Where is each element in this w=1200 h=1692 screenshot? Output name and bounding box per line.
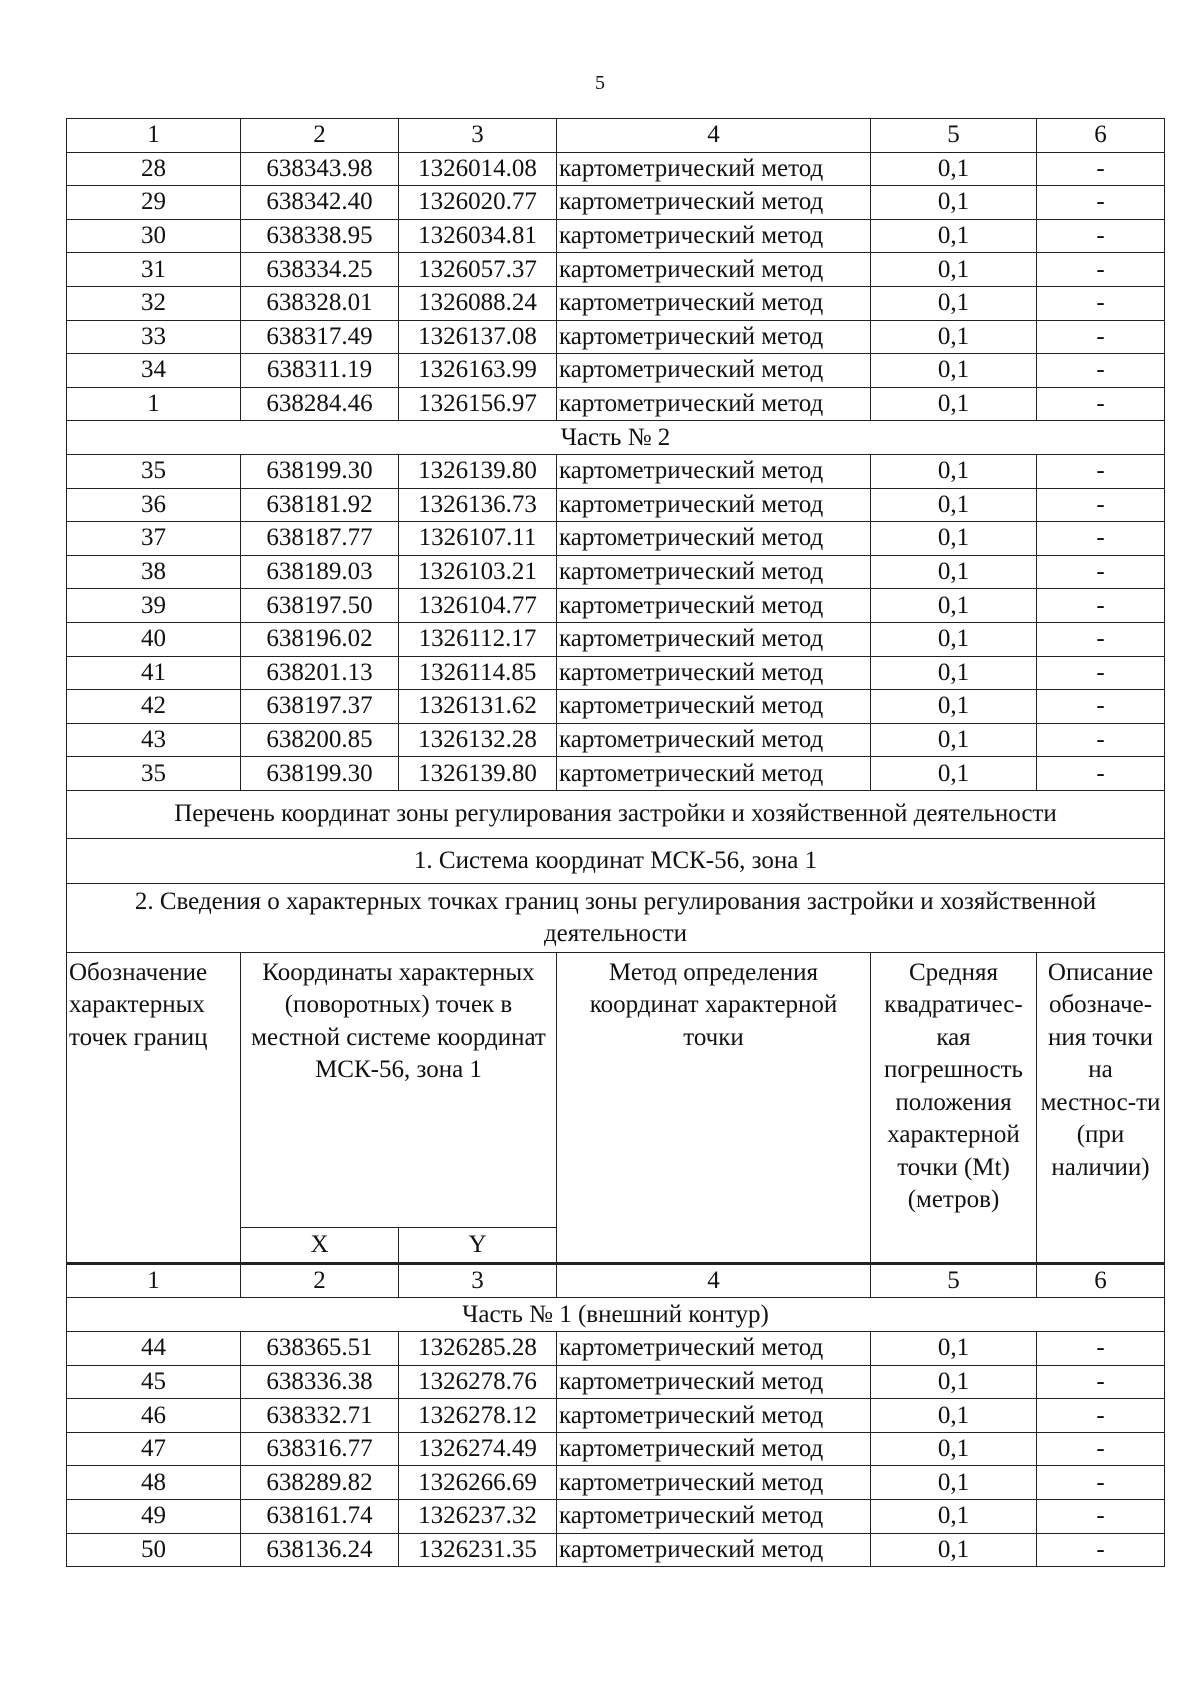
- y-cell: 1326020.77: [399, 186, 557, 220]
- description-cell: -: [1037, 354, 1165, 388]
- x-cell: 638161.74: [241, 1500, 399, 1534]
- table-row: [67, 656, 1165, 690]
- description-cell: -: [1037, 186, 1165, 220]
- method-header: Метод определения координат характерной точки: [557, 952, 871, 1263]
- point-cell: 37: [67, 522, 241, 556]
- y-cell: 1326237.32: [399, 1500, 557, 1534]
- accuracy-cell: 0,1: [871, 488, 1037, 522]
- description-cell: -: [1037, 1500, 1165, 1534]
- table-row: [67, 387, 1165, 421]
- y-cell: 1326057.37: [399, 253, 557, 287]
- table-row: [67, 522, 1165, 556]
- description-cell: -: [1037, 622, 1165, 656]
- accuracy-cell: 0,1: [871, 454, 1037, 488]
- accuracy-cell: 0,1: [871, 555, 1037, 589]
- group1-rows: [67, 152, 1165, 421]
- group3-rows: [67, 1332, 1165, 1567]
- point-cell: 36: [67, 488, 241, 522]
- y-cell: 1326156.97: [399, 387, 557, 421]
- y-cell: 1326278.76: [399, 1365, 557, 1399]
- section-title-row: [67, 790, 1165, 838]
- description-cell: -: [1037, 656, 1165, 690]
- accuracy-header: Средняя квадратичес-кая погрешность положения характерной точки (Mt) (метров): [871, 952, 1037, 1263]
- method-cell: картометрический метод: [557, 286, 871, 320]
- method-cell: картометрический метод: [557, 555, 871, 589]
- point-cell: 48: [67, 1466, 241, 1500]
- point-cell: 1: [67, 387, 241, 421]
- description-cell: -: [1037, 1533, 1165, 1567]
- accuracy-cell: 0,1: [871, 690, 1037, 724]
- accuracy-cell: 0,1: [871, 286, 1037, 320]
- accuracy-cell: 0,1: [871, 522, 1037, 556]
- column-header-row: [67, 952, 1165, 1227]
- x-cell: 638342.40: [241, 186, 399, 220]
- y-cell: 1326104.77: [399, 589, 557, 623]
- x-cell: 638200.85: [241, 723, 399, 757]
- method-cell: картометрический метод: [557, 1466, 871, 1500]
- column-number: 4: [557, 1263, 871, 1298]
- method-cell: картометрический метод: [557, 152, 871, 186]
- accuracy-cell: 0,1: [871, 1533, 1037, 1567]
- description-header: Описание обозначе-ния точки на местнос-ти (при наличии): [1037, 952, 1165, 1263]
- x-cell: 638196.02: [241, 622, 399, 656]
- system-title: 1. Система координат МСК-56, зона 1: [67, 838, 1165, 883]
- point-cell: 47: [67, 1432, 241, 1466]
- y-cell: 1326231.35: [399, 1533, 557, 1567]
- method-cell: картометрический метод: [557, 1533, 871, 1567]
- method-cell: картометрический метод: [557, 354, 871, 388]
- table-row: [67, 555, 1165, 589]
- x-cell: 638317.49: [241, 320, 399, 354]
- x-cell: 638187.77: [241, 522, 399, 556]
- description-cell: -: [1037, 286, 1165, 320]
- x-cell: 638332.71: [241, 1399, 399, 1433]
- accuracy-cell: 0,1: [871, 186, 1037, 220]
- part1-title-row: [67, 1298, 1165, 1332]
- method-cell: картометрический метод: [557, 589, 871, 623]
- group2-rows: [67, 454, 1165, 790]
- point-cell: 39: [67, 589, 241, 623]
- table-row: [67, 1500, 1165, 1534]
- x-cell: 638189.03: [241, 555, 399, 589]
- method-cell: картометрический метод: [557, 522, 871, 556]
- info-title: 2. Сведения о характерных точках границ зоны регулирования застройки и хозяйственной деятельности: [67, 883, 1165, 952]
- y-cell: 1326103.21: [399, 555, 557, 589]
- y-cell: 1326274.49: [399, 1432, 557, 1466]
- accuracy-cell: 0,1: [871, 387, 1037, 421]
- method-cell: картометрический метод: [557, 1500, 871, 1534]
- table-row: [67, 488, 1165, 522]
- method-cell: картометрический метод: [557, 186, 871, 220]
- table-row: [67, 690, 1165, 724]
- x-cell: 638338.95: [241, 219, 399, 253]
- accuracy-cell: 0,1: [871, 757, 1037, 791]
- accuracy-cell: 0,1: [871, 219, 1037, 253]
- description-cell: -: [1037, 555, 1165, 589]
- accuracy-cell: 0,1: [871, 1332, 1037, 1366]
- description-cell: -: [1037, 1432, 1165, 1466]
- description-cell: -: [1037, 152, 1165, 186]
- point-cell: 41: [67, 656, 241, 690]
- column-number: 3: [399, 119, 557, 153]
- column-numbers-row: [67, 119, 1165, 153]
- accuracy-cell: 0,1: [871, 320, 1037, 354]
- method-cell: картометрический метод: [557, 253, 871, 287]
- x-cell: 638181.92: [241, 488, 399, 522]
- method-cell: картометрический метод: [557, 1365, 871, 1399]
- part1-title: Часть № 1 (внешний контур): [67, 1298, 1165, 1332]
- table-row: [67, 622, 1165, 656]
- method-cell: картометрический метод: [557, 1332, 871, 1366]
- point-cell: 46: [67, 1399, 241, 1433]
- point-cell: 43: [67, 723, 241, 757]
- x-cell: 638289.82: [241, 1466, 399, 1500]
- point-cell: 40: [67, 622, 241, 656]
- method-cell: картометрический метод: [557, 320, 871, 354]
- point-cell: 49: [67, 1500, 241, 1534]
- section-title: Перечень координат зоны регулирования застройки и хозяйственной деятельности: [67, 790, 1165, 838]
- table-row: [67, 1533, 1165, 1567]
- description-cell: -: [1037, 387, 1165, 421]
- y-cell: 1326278.12: [399, 1399, 557, 1433]
- part2-title: Часть № 2: [67, 421, 1165, 455]
- point-cell: 33: [67, 320, 241, 354]
- table-row: [67, 320, 1165, 354]
- description-cell: -: [1037, 757, 1165, 791]
- description-cell: -: [1037, 690, 1165, 724]
- point-cell: 29: [67, 186, 241, 220]
- x-cell: 638201.13: [241, 656, 399, 690]
- description-cell: -: [1037, 1332, 1165, 1366]
- x-cell: 638365.51: [241, 1332, 399, 1366]
- accuracy-cell: 0,1: [871, 253, 1037, 287]
- y-cell: 1326137.08: [399, 320, 557, 354]
- table-row: [67, 589, 1165, 623]
- method-cell: картометрический метод: [557, 219, 871, 253]
- page-number: 5: [595, 72, 605, 94]
- table-row: [67, 1365, 1165, 1399]
- x-cell: 638334.25: [241, 253, 399, 287]
- point-cell: 34: [67, 354, 241, 388]
- description-cell: -: [1037, 1365, 1165, 1399]
- description-cell: -: [1037, 320, 1165, 354]
- method-cell: картометрический метод: [557, 656, 871, 690]
- method-cell: картометрический метод: [557, 387, 871, 421]
- point-cell: 42: [67, 690, 241, 724]
- accuracy-cell: 0,1: [871, 589, 1037, 623]
- y-cell: 1326131.62: [399, 690, 557, 724]
- accuracy-cell: 0,1: [871, 354, 1037, 388]
- method-cell: картометрический метод: [557, 454, 871, 488]
- accuracy-cell: 0,1: [871, 1466, 1037, 1500]
- point-cell: 31: [67, 253, 241, 287]
- column-number: 3: [399, 1263, 557, 1298]
- x-cell: 638197.50: [241, 589, 399, 623]
- y-cell: 1326139.80: [399, 757, 557, 791]
- y-cell: 1326112.17: [399, 622, 557, 656]
- accuracy-cell: 0,1: [871, 622, 1037, 656]
- method-cell: картометрический метод: [557, 1399, 871, 1433]
- point-cell: 28: [67, 152, 241, 186]
- table-row: [67, 219, 1165, 253]
- accuracy-cell: 0,1: [871, 656, 1037, 690]
- point-cell: 35: [67, 454, 241, 488]
- accuracy-cell: 0,1: [871, 152, 1037, 186]
- table-row: [67, 354, 1165, 388]
- table-row: [67, 286, 1165, 320]
- description-cell: -: [1037, 589, 1165, 623]
- description-cell: -: [1037, 1399, 1165, 1433]
- system-title-row: [67, 838, 1165, 883]
- description-cell: -: [1037, 488, 1165, 522]
- y-cell: 1326088.24: [399, 286, 557, 320]
- x-cell: 638343.98: [241, 152, 399, 186]
- point-cell: 38: [67, 555, 241, 589]
- table-row: [67, 1466, 1165, 1500]
- part2-title-row: [67, 421, 1165, 455]
- x-cell: 638336.38: [241, 1365, 399, 1399]
- point-cell: 45: [67, 1365, 241, 1399]
- y-cell: 1326034.81: [399, 219, 557, 253]
- x-cell: 638311.19: [241, 354, 399, 388]
- accuracy-cell: 0,1: [871, 1432, 1037, 1466]
- description-cell: -: [1037, 253, 1165, 287]
- point-cell: 30: [67, 219, 241, 253]
- column-number: 4: [557, 119, 871, 153]
- x-cell: 638136.24: [241, 1533, 399, 1567]
- info-title-row: [67, 883, 1165, 952]
- accuracy-cell: 0,1: [871, 1500, 1037, 1534]
- column-number: 6: [1037, 119, 1165, 153]
- description-cell: -: [1037, 219, 1165, 253]
- method-cell: картометрический метод: [557, 1432, 871, 1466]
- point-cell: 32: [67, 286, 241, 320]
- y-header: Y: [399, 1227, 557, 1263]
- accuracy-cell: 0,1: [871, 1399, 1037, 1433]
- table-row: [67, 152, 1165, 186]
- coords-header: Координаты характерных (поворотных) точек в местной системе координат МСК-56, зона 1: [241, 952, 557, 1227]
- table-row: [67, 253, 1165, 287]
- x-cell: 638199.30: [241, 757, 399, 791]
- x-cell: 638316.77: [241, 1432, 399, 1466]
- table-row: [67, 1432, 1165, 1466]
- table-row: [67, 723, 1165, 757]
- y-cell: 1326266.69: [399, 1466, 557, 1500]
- y-cell: 1326285.28: [399, 1332, 557, 1366]
- column-number: 1: [67, 119, 241, 153]
- x-header: X: [241, 1227, 399, 1263]
- x-cell: 638199.30: [241, 454, 399, 488]
- column-number: 5: [871, 119, 1037, 153]
- column-numbers-row: [67, 1263, 1165, 1298]
- table-row: [67, 186, 1165, 220]
- y-cell: 1326132.28: [399, 723, 557, 757]
- description-cell: -: [1037, 454, 1165, 488]
- description-cell: -: [1037, 723, 1165, 757]
- y-cell: 1326107.11: [399, 522, 557, 556]
- column-number: 2: [241, 119, 399, 153]
- y-cell: 1326163.99: [399, 354, 557, 388]
- column-number: 6: [1037, 1263, 1165, 1298]
- table-row: [67, 1332, 1165, 1366]
- point-header: Обозначение характерных точек границ: [67, 952, 241, 1263]
- description-cell: -: [1037, 1466, 1165, 1500]
- method-cell: картометрический метод: [557, 622, 871, 656]
- x-cell: 638284.46: [241, 387, 399, 421]
- coordinates-table: [66, 118, 1165, 1567]
- table-row: [67, 757, 1165, 791]
- method-cell: картометрический метод: [557, 488, 871, 522]
- method-cell: картометрический метод: [557, 723, 871, 757]
- column-number: 2: [241, 1263, 399, 1298]
- y-cell: 1326139.80: [399, 454, 557, 488]
- column-number: 5: [871, 1263, 1037, 1298]
- point-cell: 50: [67, 1533, 241, 1567]
- table-row: [67, 1399, 1165, 1433]
- x-cell: 638197.37: [241, 690, 399, 724]
- point-cell: 44: [67, 1332, 241, 1366]
- y-cell: 1326114.85: [399, 656, 557, 690]
- table-row: [67, 454, 1165, 488]
- accuracy-cell: 0,1: [871, 723, 1037, 757]
- y-cell: 1326014.08: [399, 152, 557, 186]
- accuracy-cell: 0,1: [871, 1365, 1037, 1399]
- column-number: 1: [67, 1263, 241, 1298]
- method-cell: картометрический метод: [557, 757, 871, 791]
- method-cell: картометрический метод: [557, 690, 871, 724]
- description-cell: -: [1037, 522, 1165, 556]
- x-cell: 638328.01: [241, 286, 399, 320]
- point-cell: 35: [67, 757, 241, 791]
- y-cell: 1326136.73: [399, 488, 557, 522]
